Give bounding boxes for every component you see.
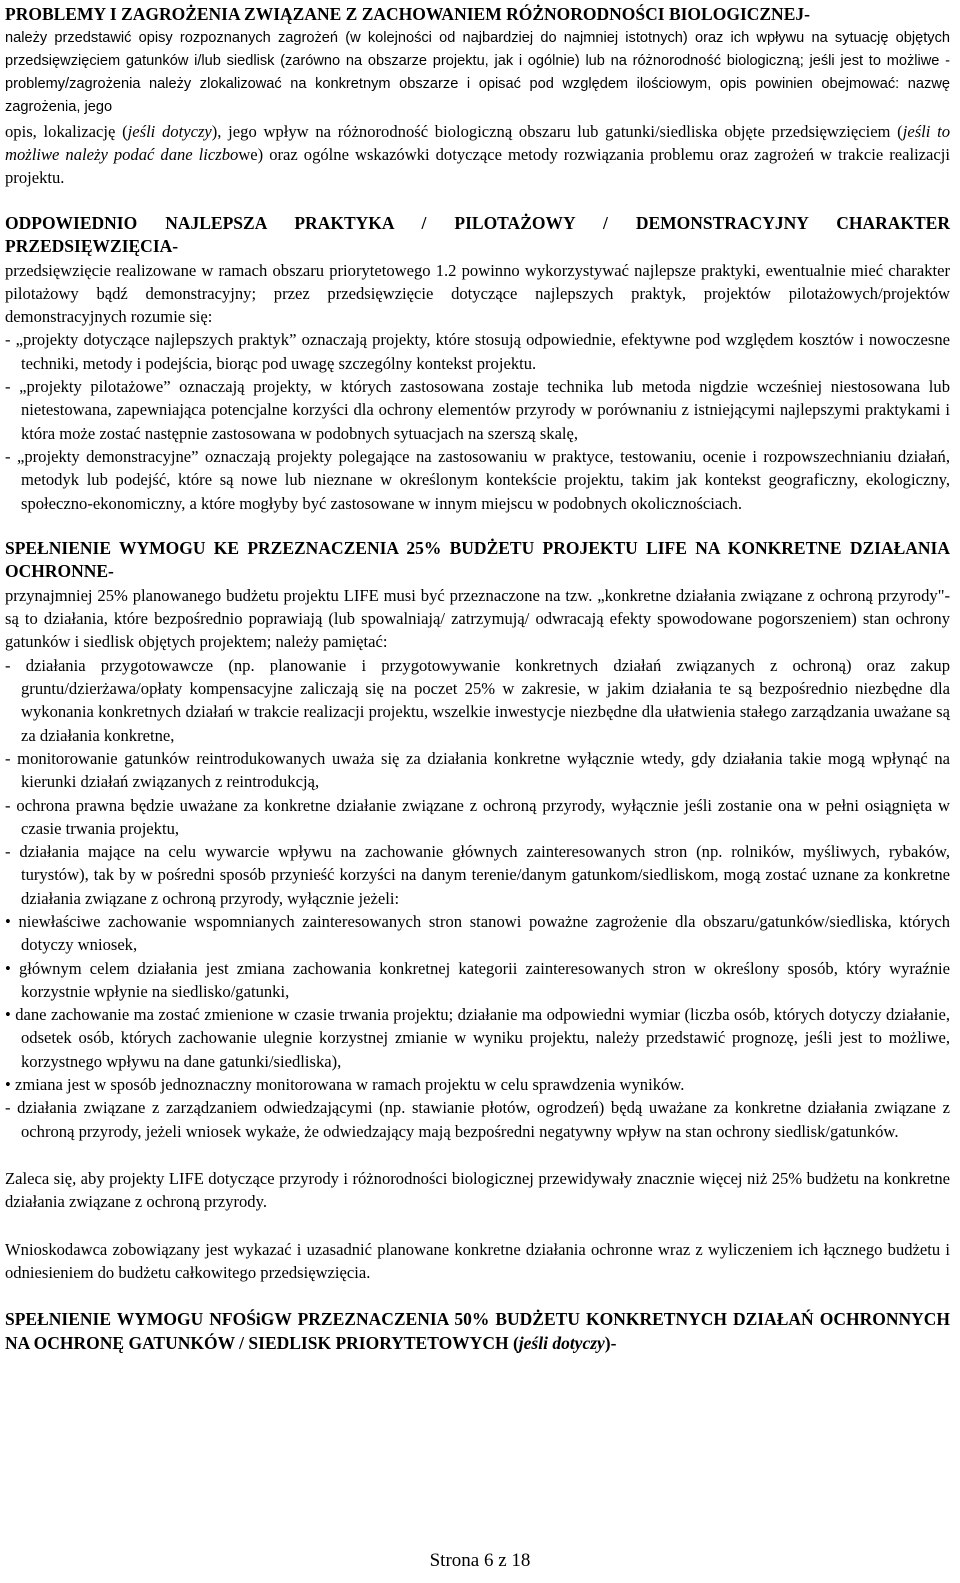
- budget-rule-item: - działania przygotowawcze (np. planowanie i przygotowywanie konkretnych działań związanych z ochroną) oraz zakup gruntu/dzierżawa/opłaty kompensacyjne zaliczają się na poczet 25% w zakresie, w jakim działania te są bezpośrednio niezbędne dla wykonania konkretnych działań w trakcie realizacji projektu, wszelkie inwestycje niezbędne dla ułatwienia stałego zarządzania uważane są za działania konkretne,: [5, 655, 950, 745]
- visitor-management-item: - działania związane z zarządzaniem odwiedzającymi (np. stawianie płotów, ogrodzeń) będą uważane za konkretne działania związane z ochroną przyrody, jeżeli wniosek wykaże, że odwiedzający mają bezpośredni negatywny wpływ na stan ochrony siedlisk/gatunków.: [5, 1098, 950, 1141]
- threats-body-italic-1: jeśli dotyczy: [127, 121, 212, 141]
- condition-bullet: • niewłaściwe zachowanie wspomnianych zainteresowanych stron stanowi poważne zagrożenie dla obszaru/gatunków/siedliska, których dotyczy wniosek,: [5, 912, 950, 955]
- demo-project-item: - „projekty demonstracyjne” oznaczają projekty polegające na zastosowaniu w praktyce, testowaniu, ocenie i rozpowszechnianiu działań, metodyk lub podejść, które są nowe lub nieznane w określonym kontekście projektu, takim jak kontekst geograficzny, ekologiczny, społeczno-ekonomiczny, a które mogłyby być zastosowane w innym miejscu w podobnych okolicznościach.: [5, 446, 950, 513]
- heading-50-italic: jeśli dotyczy: [518, 1332, 605, 1353]
- threats-intro-part: należy przedstawić opisy rozpoznanych zagrożeń (w kolejności od najbardziej do najmniej istotnych) oraz ich wpływu na sytuację objętych przedsięwzięciem gatunków i/lub siedlisk (zarówno na obszarze projektu, jak i ogólnie) lub na różnorodność biologiczną; jeśli jest to możliwe - problemy/zagrożenia należy zlokalizować na konkretnym obszarze i opisać pod względem ilościowym, opis powinien obejmować: nazwę zagrożenia, jego: [5, 29, 950, 116]
- budget-rule-item: - monitorowanie gatunków reintrodukowanych uważa się za działania konkretne wyłącznie wtedy, gdy działania takie mogą wpłynąć na kierunki działań związanych z reintrodukcją,: [5, 748, 950, 792]
- threats-body-italic-2: jeśli to możliwe należy podać dane liczbo: [5, 121, 951, 164]
- threats-intro-text: [5, 27, 950, 120]
- section-heading-25-percent: SPEŁNIENIE WYMOGU KE PRZEZNACZENIA 25% BUDŻETU PROJEKTU LIFE NA KONKRETNE DZIAŁANIA OCHRONNE-: [5, 537, 950, 582]
- section-heading-threats: PROBLEMY I ZAGROŻENIA ZWIĄZANE Z ZACHOWANIEM RÓŻNORODNOŚCI BIOLOGICZNEJ-: [5, 4, 810, 24]
- budget-rule-item: - działania mające na celu wywarcie wpływu na zachowanie głównych zainteresowanych stron (np. rolników, myśliwych, rybaków, turystów), tak by w pośredni sposób przynieść korzyści na danym terenie/danym gatunkom/siedliskom, mogą zostać uznane za konkretne działania związane z ochroną przyrody, wyłącznie jeżeli:: [5, 842, 950, 908]
- best-practice-intro: przedsięwzięcie realizowane w ramach obszaru priorytetowego 1.2 powinno wykorzystywać najlepsze praktyki, ewentualnie mieć charakter pilotażowy bądź demonstracyjny; przez przedsięwzięcie dotyczące najlepszych praktyk, projektów pilotażowych/projektów demonstracyjnych rozumie się:: [5, 260, 950, 327]
- condition-bullet: • dane zachowanie ma zostać zmienione w czasie trwania projektu; działanie ma odpowiedni wymiar (liczba osób, których dotyczy działanie, odsetek osób, których zachowanie ulegnie korzystnej zmianie w wyniku projektu, należy przedstawić prognozę, jeśli jest to możliwe, korzystnego wpływu na dane gatunki/siedliska),: [5, 1005, 950, 1071]
- budget-rule-item: - ochrona prawna będzie uważane za konkretne działanie związane z ochroną przyrody, wyłącznie jeśli zostanie ona w pełni osiągnięta w czasie trwania projektu,: [5, 795, 950, 838]
- threats-body-part-c: we) oraz ogólne wskazówki dotyczące metody rozwiązania problemu oraz zagrożeń w trakcie realizacji projektu.: [5, 144, 950, 188]
- threats-body-text: [5, 120, 950, 190]
- best-practice-item: - „projekty dotyczące najlepszych praktyk” oznaczają projekty, które stosują odpowiednie, efektywne pod względem kosztów i nowoczesne techniki, metody i podejścia, biorąc pod uwagę szczególny kontekst projektu.: [5, 330, 950, 373]
- recommendation-paragraph: Zaleca się, aby projekty LIFE dotyczące przyrody i różnorodności biologicznej przewidywały znacznie więcej niż 25% budżetu na konkretne działania związane z ochroną przyrody.: [5, 1168, 950, 1212]
- section-heading-best-practice: ODPOWIEDNIO NAJLEPSZA PRAKTYKA / PILOTAŻOWY / DEMONSTRACYJNY CHARAKTER PRZEDSIĘWZIĘCIA-: [5, 212, 950, 257]
- page-number-footer: Strona 6 z 18: [429, 1550, 531, 1571]
- applicant-obligation-paragraph: Wnioskodawca zobowiązany jest wykazać i uzasadnić planowane konkretne działania ochronne wraz z wyliczeniem ich łącznego budżetu i odniesieniem do budżetu całkowitego przedsięwzięcia.: [5, 1239, 950, 1282]
- condition-bullet: • głównym celem działania jest zmiana zachowania konkretnej kategorii zainteresowanych stron w określony sposób, który wyraźnie korzystnie wpłynie na siedlisko/gatunki,: [5, 958, 950, 1001]
- heading-50-part-a: SPEŁNIENIE WYMOGU NFOŚiGW PRZEZNACZENIA 50% BUDŻETU KONKRETNYCH DZIAŁAŃ OCHRONNYCH NA OCHRONĘ GATUNKÓW / SIEDLISK PRIORYTETOWYCH (: [5, 1309, 950, 1353]
- threats-body-part-a: opis, lokalizację (: [5, 121, 128, 141]
- heading-50-part-b: )-: [604, 1332, 617, 1353]
- pilot-project-item: - „projekty pilotażowe” oznaczają projekty, w których zastosowana zostaje technika lub metoda nigdzie wcześniej niestosowana lub nietestowana, zapewniająca potencjalne korzyści dla ochrony elementów przyrody w porównaniu z istniejącymi najlepszymi praktykami i która może zostać następnie zastosowana w podobnych sytuacjach na szerszą skalę,: [5, 377, 950, 443]
- threats-body-part-b: ), jego wpływ na różnorodność biologiczną obszaru lub gatunki/siedliska objęte przedsięwzięciem (: [211, 121, 903, 141]
- condition-bullet: • zmiana jest w sposób jednoznaczny monitorowana w ramach projektu w celu sprawdzenia wyników.: [5, 1075, 685, 1095]
- budget-intro: przynajmniej 25% planowanego budżetu projektu LIFE musi być przeznaczone na tzw. „konkretne działania związane z ochroną przyrody"- są to działania, które bezpośrednio poprawiają (lub spowalniają/ zatrzymują/ odwracają efekty spowodowane pogorszeniem) stan ochrony gatunków i siedlisk objętych projektem; należy pamiętać:: [5, 585, 950, 652]
- section-heading-50-percent: [5, 1308, 950, 1355]
